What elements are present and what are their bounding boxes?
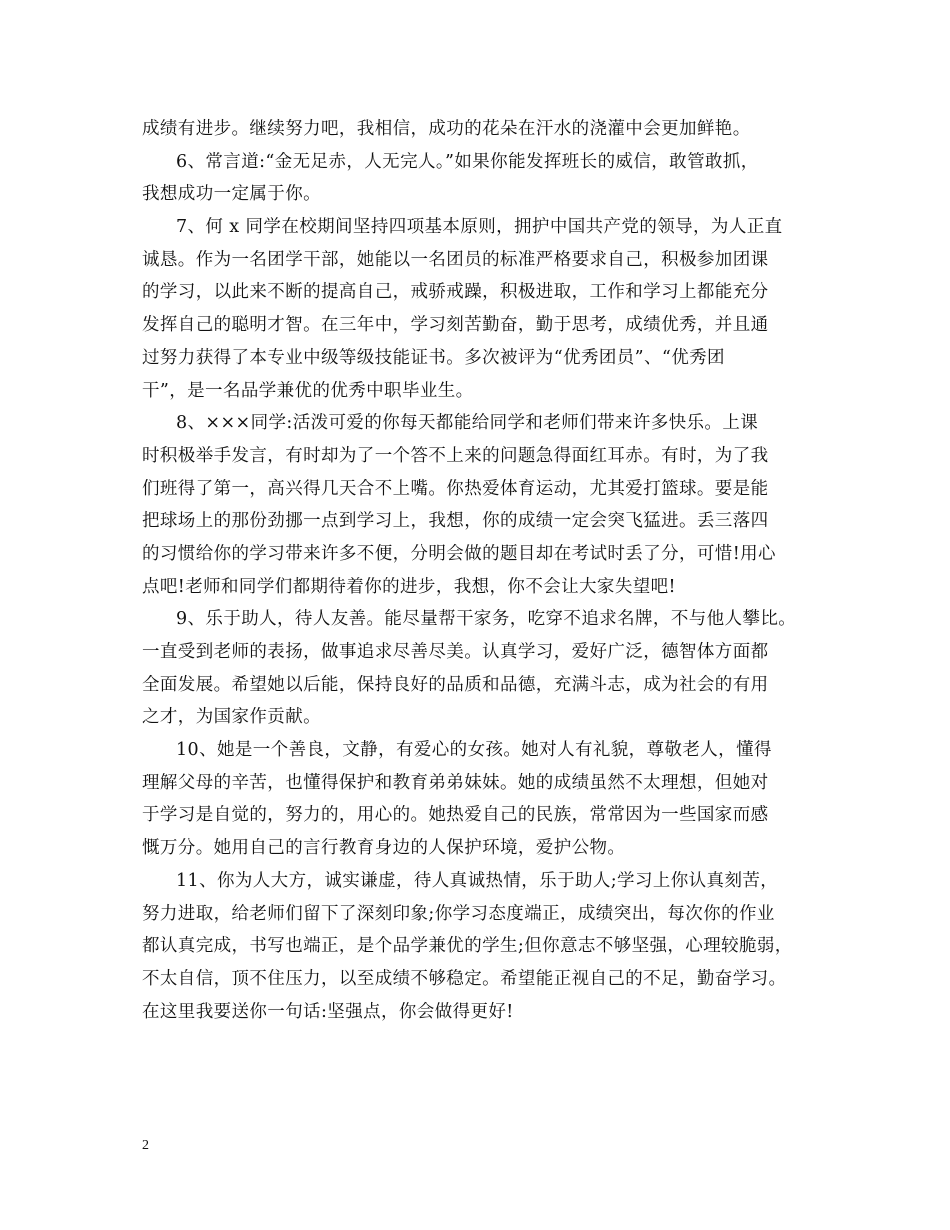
paragraph-item-8 <box>142 407 822 603</box>
paragraph-line: 之才，为国家作贡献。 <box>142 707 321 728</box>
document-body <box>142 113 822 1028</box>
paragraph-line: 都认真完成，书写也端正，是个品学兼优的学生;但你意志不够坚强，心理较脆弱， <box>142 936 793 957</box>
page-number: 2 <box>142 1138 149 1153</box>
paragraph-line: 11、你为人大方，诚实谦虚，待人真诚热情，乐于助人;学习上你认真刻苦， <box>176 870 779 891</box>
paragraph-line: 的学习，以此来不断的提高自己，戒骄戒躁，积极进取，工作和学习上都能充分 <box>142 282 769 303</box>
paragraph-line: 理解父母的辛苦，也懂得保护和教育弟弟妹妹。她的成绩虽然不太理想，但她对 <box>142 772 769 793</box>
paragraph-line: 一直受到老师的表扬，做事追求尽善尽美。认真学习，爱好广泛，德智体方面都 <box>142 642 769 662</box>
paragraph-line: 慨万分。她用自己的言行教育身边的人保护环境，爱护公物。 <box>142 838 626 859</box>
paragraph-1-continuation <box>142 113 822 146</box>
paragraph-line: 们班得了第一，高兴得几天合不上嘴。你热爱体育运动，尤其爱打篮球。要是能 <box>142 478 769 499</box>
paragraph-line: 的习惯给你的学习带来许多不便，分明会做的题目却在考试时丢了分，可惜!用心 <box>142 543 776 564</box>
paragraph-line: 不太自信，顶不住压力，以至成绩不够稳定。希望能正视自己的不足，勤奋学习。 <box>142 968 787 989</box>
paragraph-line: 全面发展。希望她以后能，保持良好的品质和品德，充满斗志，成为社会的有用 <box>142 674 769 695</box>
paragraph-line: 9、乐于助人，待人友善。能尽量帮干家务，吃穿不追求名牌，不与他人攀比。 <box>176 609 797 630</box>
paragraph-line: 干”，是一名品学兼优的优秀中职毕业生。 <box>142 380 474 401</box>
paragraph-line: 于学习是自觉的，努力的，用心的。她热爱自己的民族，常常因为一些国家而感 <box>142 805 769 826</box>
paragraph-item-9 <box>142 603 822 734</box>
paragraph-line: 时积极举手发言，有时却为了一个答不上来的问题急得面红耳赤。有时，为了我 <box>142 445 769 466</box>
paragraph-line: 点吧!老师和同学们都期待着你的进步，我想，你不会让大家失望吧! <box>142 576 676 597</box>
paragraph-line: 在这里我要送你一句话:坚强点，你会做得更好! <box>142 1001 514 1022</box>
paragraph-line: 努力进取，给老师们留下了深刻印象;你学习态度端正，成绩突出，每次你的作业 <box>142 903 775 924</box>
paragraph-line: 10、她是一个善良，文静，有爱心的女孩。她对人有礼貌，尊敬老人，懂得 <box>176 740 772 761</box>
paragraph-line: 发挥自己的聪明才智。在三年中，学习刻苦勤奋，勤于思考，成绩优秀，并且通 <box>142 315 769 336</box>
paragraph-item-10 <box>142 734 822 865</box>
paragraph-line: 诚恳。作为一名团学干部，她能以一名团员的标准严格要求自己，积极参加团课 <box>142 249 769 270</box>
paragraph-item-7 <box>142 211 822 407</box>
paragraph-line: 7、何 x 同学在校期间坚持四项基本原则，拥护中国共产党的领导，为人正直 <box>176 217 783 238</box>
paragraph-line: 我想成功一定属于你。 <box>142 184 321 205</box>
paragraph-item-11 <box>142 865 822 1028</box>
paragraph-item-6 <box>142 146 822 211</box>
paragraph-line: 过努力获得了本专业中级等级技能证书。多次被评为“优秀团员”、“优秀团 <box>142 347 725 368</box>
paragraph-line: 6、常言道:“金无足赤，人无完人。”如果你能发挥班长的威信，敢管敢抓， <box>176 151 759 172</box>
paragraph-line: 成绩有进步。继续努力吧，我相信，成功的花朵在汗水的浇灌中会更加鲜艳。 <box>142 119 751 139</box>
paragraph-line: 8、×××同学:活泼可爱的你每天都能给同学和老师们带来许多快乐。上课 <box>176 413 759 434</box>
paragraph-line: 把球场上的那份劲挪一点到学习上，我想，你的成绩一定会突飞猛进。丢三落四 <box>142 511 769 532</box>
